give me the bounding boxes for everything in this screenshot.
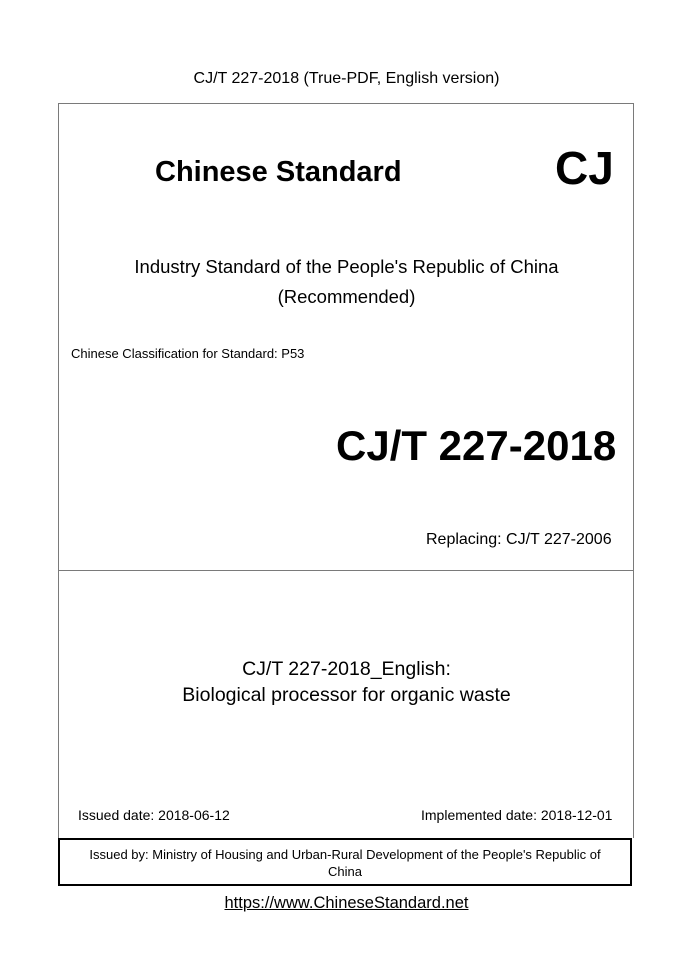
issued-date: Issued date: 2018-06-12 [78,807,230,823]
replacing-text: Replacing: CJ/T 227-2006 [426,531,612,548]
standard-code-logo: CJ [555,142,614,194]
english-title-code: CJ/T 227-2018_English: [242,658,451,680]
issued-by-line-2: China [328,864,362,879]
issued-by-line-1: Issued by: Ministry of Housing and Urban-Rural Development of the People's Republic of [89,847,601,862]
industry-standard-line: Industry Standard of the People's Republic of China [134,256,559,277]
implemented-date: Implemented date: 2018-12-01 [421,807,613,823]
standard-number: CJ/T 227-2018 [336,422,617,469]
footer [0,893,693,913]
recommended-label: (Recommended) [277,286,416,307]
classification-text: Chinese Classification for Standard: P53 [71,346,305,361]
standard-type-heading: Chinese Standard [155,156,402,188]
website-link[interactable]: https://www.ChineseStandard.net [224,894,469,912]
document-header-title: CJ/T 227-2018 (True-PDF, English version) [193,70,500,87]
english-title-name: Biological processor for organic waste [182,684,511,706]
